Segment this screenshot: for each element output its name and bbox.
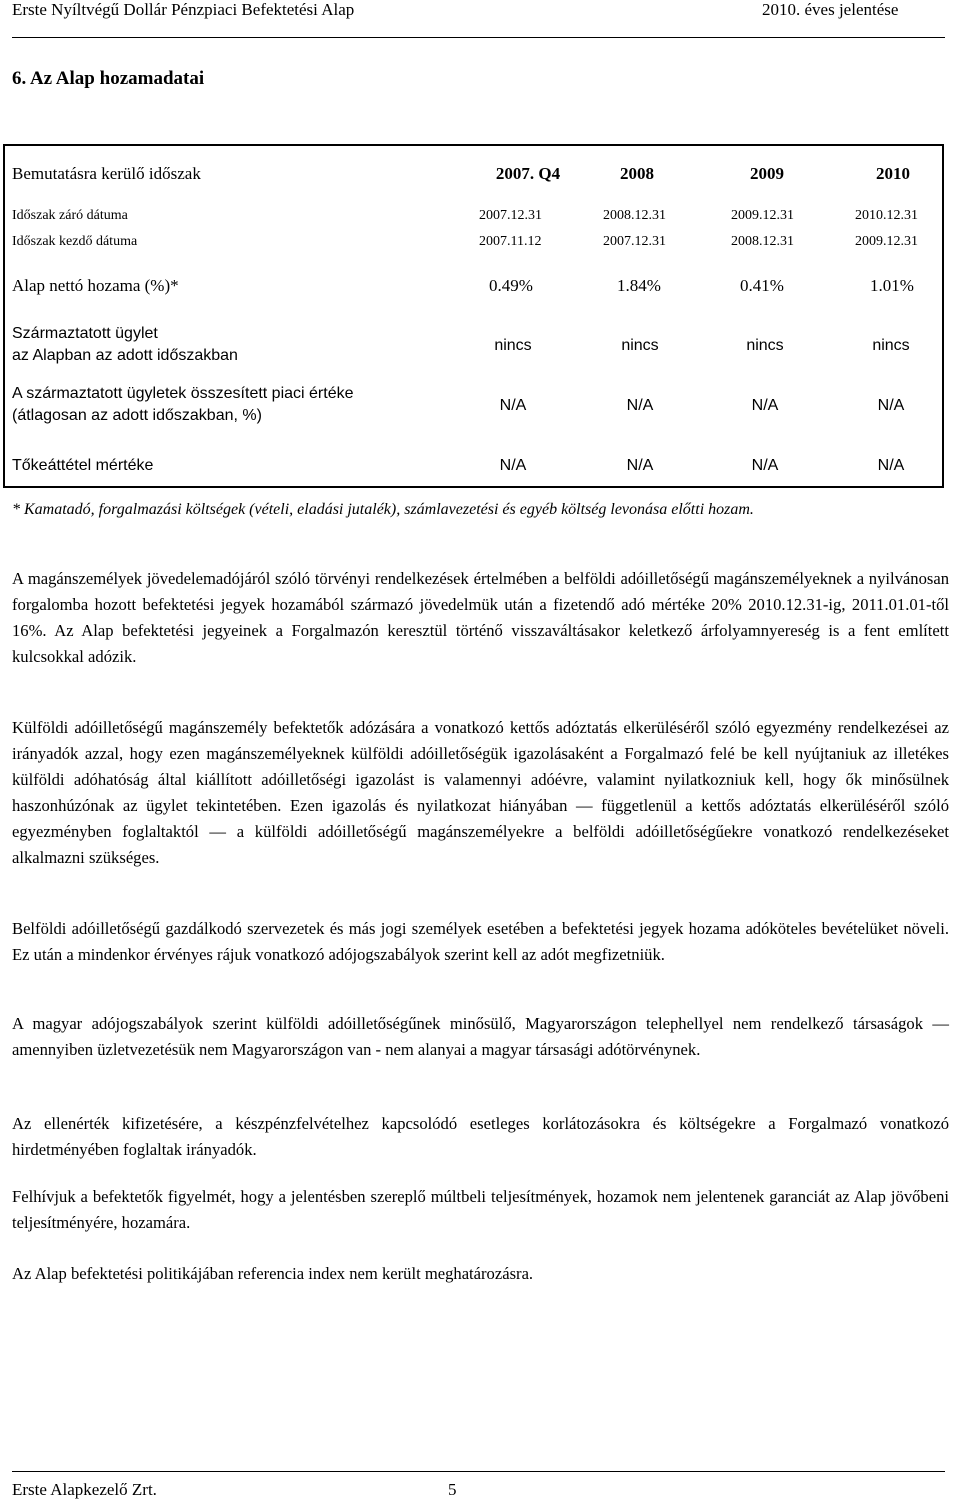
yield-4: 1.01%	[870, 276, 914, 295]
start-date-4: 2009.12.31	[855, 234, 918, 249]
start-date-label: Időszak kezdő dátuma	[12, 234, 138, 249]
period-2: 2008	[620, 164, 654, 183]
paragraph-foreign-individuals: Külföldi adóilletőségű magánszemély befektetők adózására a vonatkozó kettős adóztatás elkerüléséről szóló egyezmény rendelkezései az irányadók azzal, hogy ezen magánszemélyeknek külföldi adóilletőségük igazolásaként a Forgalmazó felé be kell nyújtaniuk az illetékes külföldi adóhatóság által kiállított adóilletőségi igazolást is valamennyi adóévre, valamint nyilatkozniuk kell, hogy ők minősülnek haszonhúzónak az ügylet tekintetében. Ezen igazolás és nyilatkozat hiányában — függetlenül a kettős adóztatás elkerüléséről szóló egyezményben foglaltaktól — a külföldi adóilletőségű magánszemélyekre a belföldi adóilletőségűekre vonatkozó rendelkezéseket alkalmazni szükséges.	[12, 718, 949, 867]
paragraph-benchmark: Az Alap befektetési politikájában referencia index nem került meghatározásra.	[12, 1264, 534, 1283]
period-4: 2010	[876, 164, 910, 183]
derivative-4: nincs	[872, 337, 910, 354]
paragraph-foreign-companies: A magyar adójogszabályok szerint külföldi adóilletőségűnek minősülő, Magyarországon telephellyel nem rendelkező társaságok — amennyiben üzletvezetésük nem Magyarországon van - nem alanyai a magyar társasági adótörvénynek.	[12, 1014, 949, 1059]
yield-table	[3, 144, 944, 488]
yield-1: 0.49%	[489, 276, 533, 295]
section-title: 6. Az Alap hozamadatai	[12, 68, 205, 89]
start-date-1: 2007.11.12	[479, 234, 542, 249]
leverage-1: N/A	[499, 457, 527, 474]
footnote: * Kamatadó, forgalmazási költségek (vételi, eladási jutalék), számlavezetési és egyéb költség levonása előtti hozam.	[12, 501, 754, 518]
paragraph-disclaimer: Felhívjuk a befektetők figyelmét, hogy a jelentésben szereplő múltbeli teljesítmények, hozamok nem jelentenek garanciát az Alap jövőbeni teljesítményére, hozamára.	[12, 1187, 949, 1232]
derivative-1: nincs	[494, 337, 532, 354]
derivative-label-2: az Alapban az adott időszakban	[12, 347, 238, 364]
yield-2: 1.84%	[617, 276, 661, 295]
derivative-value-label-1: A származtatott ügyletek összesített piaci értéke	[12, 385, 354, 402]
derivative-2: nincs	[621, 337, 659, 354]
period-3: 2009	[750, 164, 784, 183]
derivative-value-3: N/A	[751, 397, 779, 414]
period-label: Bemutatásra kerülő időszak	[12, 164, 201, 183]
yield-label: Alap nettó hozama (%)*	[12, 276, 179, 295]
end-date-label: Időszak záró dátuma	[12, 208, 128, 223]
page-number: 5	[448, 1480, 457, 1499]
leverage-label: Tőkeáttétel mértéke	[12, 457, 154, 474]
paragraph-tax-individuals: A magánszemélyek jövedelemadójáról szóló törvényi rendelkezések értelmében a belföldi adóilletőségű magánszemélyeknek a nyilvánosan forgalomba hozott befektetési jegyek hozamából származó jövedelmük után a fizetendő adó mértéke 20% 2010.12.31-ig, 2011.01.01-től 16%. Az Alap befektetési jegyeinek a Forgalmazón keresztül történő visszaváltásakor keletkező árfolyamnyereség is a fent említett kulcsokkal adózik.	[12, 569, 949, 666]
period-1: 2007. Q4	[495, 164, 561, 183]
start-date-3: 2008.12.31	[731, 234, 794, 249]
derivative-value-4: N/A	[877, 397, 905, 414]
derivative-value-2: N/A	[626, 397, 654, 414]
footer-company: Erste Alapkezelő Zrt.	[12, 1480, 157, 1499]
leverage-3: N/A	[751, 457, 779, 474]
footer-divider	[12, 1471, 945, 1472]
end-date-1: 2007.12.31	[479, 208, 542, 223]
yield-3: 0.41%	[740, 276, 784, 295]
derivative-value-label-2: (átlagosan az adott időszakban, %)	[12, 407, 262, 424]
header-left: Erste Nyíltvégű Dollár Pénzpiaci Befektetési Alap	[12, 0, 355, 19]
start-date-2: 2007.12.31	[603, 234, 666, 249]
leverage-2: N/A	[626, 457, 654, 474]
derivative-value-1: N/A	[499, 397, 527, 414]
leverage-4: N/A	[877, 457, 905, 474]
paragraph-domestic-entities: Belföldi adóilletőségű gazdálkodó szervezetek és más jogi személyek esetében a befektetési jegyek hozama adóköteles bevételüket növeli. Ez után a mindenkor érvényes rájuk vonatkozó adójogszabályok szerint kell az adót megfizetniük.	[12, 919, 949, 964]
end-date-4: 2010.12.31	[855, 208, 918, 223]
end-date-3: 2009.12.31	[731, 208, 794, 223]
header-divider	[12, 37, 945, 38]
derivative-label-1: Származtatott ügylet	[12, 325, 158, 342]
end-date-2: 2008.12.31	[603, 208, 666, 223]
paragraph-payment: Az ellenérték kifizetésére, a készpénzfelvételhez kapcsolódó esetleges korlátozásokra és költségekre a Forgalmazó vonatkozó hirdetményében foglaltak irányadók.	[12, 1114, 949, 1159]
header-right: 2010. éves jelentése	[762, 0, 899, 19]
derivative-3: nincs	[746, 337, 784, 354]
